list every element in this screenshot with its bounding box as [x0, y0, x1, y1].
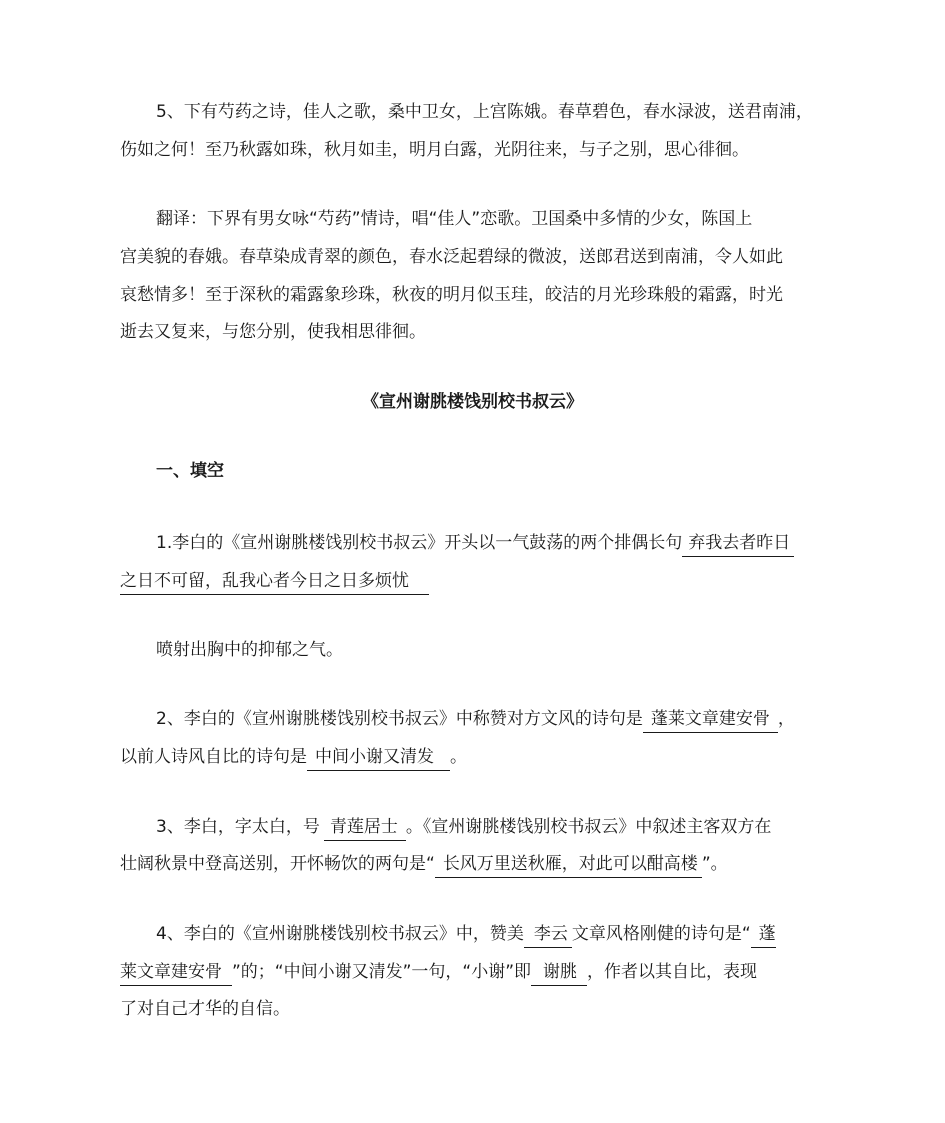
q2-answer-2: 中间小谢又清发	[307, 744, 450, 771]
q3-line-1	[156, 809, 771, 846]
q2-answer-1: 蓬莱文章建安骨	[643, 706, 778, 733]
q4-line-2	[120, 954, 757, 991]
q3-prefix: 3、李白，字太白，号	[156, 817, 320, 837]
translation-line-3: 哀愁情多！至于深秋的霜露象珍珠，秋夜的明月似玉珪，皎洁的月光珍珠般的霜露，时光	[120, 285, 783, 305]
translation-line-4: 逝去又复来，与您分别，使我相思徘徊。	[120, 322, 426, 342]
poem-title: 《宣州谢朓楼饯别校书叔云》	[362, 392, 583, 412]
section-heading: 一、填空	[156, 461, 224, 481]
q2-line-2-prefix: 以前人诗风自比的诗句是	[120, 747, 307, 767]
q1-answer-part-1: 弃我去者昨日	[682, 530, 794, 557]
q1-suffix: 喷射出胸中的抑郁之气。	[156, 640, 343, 660]
q4-answer-1: 李云	[524, 921, 572, 948]
q3-answer-1: 青莲居士	[324, 814, 406, 841]
q4-prefix: 4、李白的《宣州谢朓楼饯别校书叔云》中，赞美	[156, 924, 524, 944]
q4-line-3: 了对自己才华的自信。	[120, 999, 290, 1019]
q2-line-1	[156, 701, 795, 738]
q1-prefix: 1.李白的《宣州谢朓楼饯别校书叔云》开头以一气鼓荡的两个排偶长句	[156, 533, 683, 553]
translation-line-1: 翻译：下界有男女咏“芍药”情诗，唱“佳人”恋歌。卫国桑中多情的少女，陈国上	[156, 209, 753, 229]
q1-line-1	[156, 525, 794, 562]
q4-answer-3: 谢朓	[531, 959, 587, 986]
q3-answer-2: 长风万里送秋雁，对此可以酣高楼	[435, 851, 702, 878]
q3-mid: 。《宣州谢朓楼饯别校书叔云》中叙述主客双方在	[405, 817, 772, 837]
paragraph-5-line-1: 5、下有芍药之诗，佳人之歌，桑中卫女，上宫陈娥。春草碧色，春水渌波，送君南浦，	[156, 102, 813, 122]
q3-line-2	[120, 846, 728, 883]
q4-mid-3: ，作者以其自比，表现	[587, 962, 758, 982]
q2-punct-1: ，	[777, 709, 795, 729]
q2-end: 。	[450, 747, 467, 767]
q3-end: ”。	[701, 854, 728, 874]
q4-line-1	[156, 916, 776, 953]
q3-line-2-prefix: 壮阔秋景中登高送别，开怀畅饮的两句是“	[120, 854, 435, 874]
q4-answer-2-part-2: 莱文章建安骨	[120, 959, 232, 986]
q4-mid-2: ”的；“中间小谢又清发”一句，“小谢”即	[232, 962, 532, 982]
q4-answer-2-part-1: 蓬	[751, 921, 776, 948]
q2-prefix: 2、李白的《宣州谢朓楼饯别校书叔云》中称赞对方文风的诗句是	[156, 709, 643, 729]
q2-line-2	[120, 739, 467, 776]
paragraph-5-line-2: 伤如之何！至乃秋露如珠，秋月如圭，明月白露，光阴往来，与子之别，思心徘徊。	[120, 140, 749, 160]
q4-mid-1: 文章风格刚健的诗句是“	[571, 924, 751, 944]
translation-line-2: 宫美貌的春娥。春草染成青翠的颜色，春水泛起碧绿的微波，送郎君送到南浦，令人如此	[120, 247, 783, 267]
q1-line-2	[120, 563, 429, 600]
q1-answer-part-2: 之日不可留，乱我心者今日之日多烦忧	[120, 568, 429, 595]
